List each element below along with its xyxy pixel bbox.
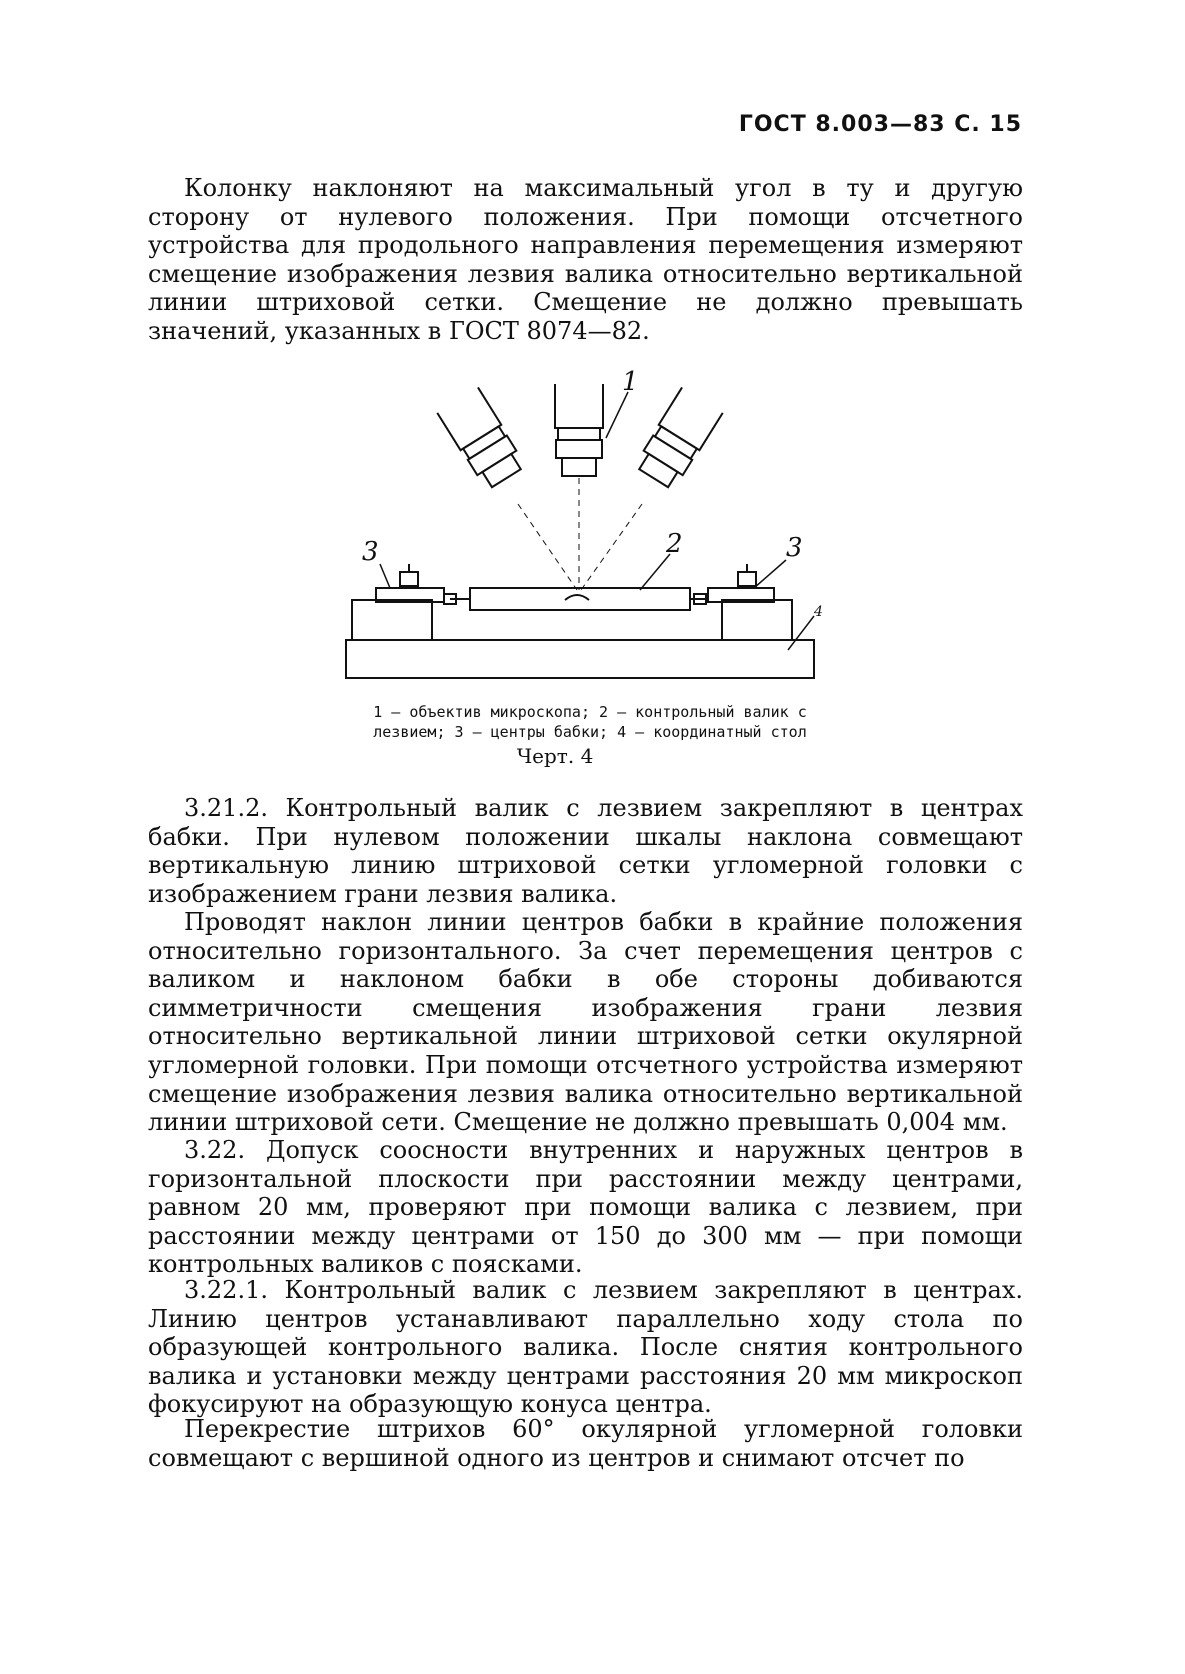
- caption-line-2: лезвием; 3 — центры бабки; 4 — координатный стол: [373, 723, 807, 741]
- figure-microscope-setup: [330, 368, 830, 698]
- paragraph-3-22-1: 3.22.1. Контрольный валик с лезвием закрепляют в центрах. Линию центров устанавливают параллельно ходу стола по образующей контрольного валика. После снятия контрольного валика и установки между центрами расстояния 20 мм микроскоп фокусируют на образующую конуса центра.: [148, 1276, 1023, 1419]
- control-roller: [470, 588, 690, 610]
- paragraph-3-21-2: 3.21.2. Контрольный валик с лезвием закрепляют в центрах бабки. При нулевом положении шкалы наклона совмещают вертикальную линию штриховой сетки угломерной головки с изображением грани лезвия валика.: [148, 794, 1023, 908]
- paragraph-column-tilt: Колонку наклоняют на максимальный угол в ту и другую сторону от нулевого положения. При помощи отсчетного устройства для продольного направления перемещения измеряют смещение изображения лезвия валика относительно вертикальной линии штриховой сетки. Смещение не должно превышать значений, указанных в ГОСТ 8074—82.: [148, 174, 1023, 345]
- paragraph-tilt-centers: Проводят наклон линии центров бабки в крайние положения относительно горизонтального. За счет перемещения центров с валиком и наклоном бабки в обе стороны добиваются симметричности смещения изображения грани лезвия относительно вертикальной линии штриховой сетки окулярной угломерной головки. При помощи отсчетного устройства измеряют смещение изображения лезвия валика относительно вертикальной линии штриховой сети. Смещение не должно превышать 0,004 мм.: [148, 908, 1023, 1137]
- figure-caption: [310, 702, 870, 742]
- page-header: ГОСТ 8.003—83 С. 15: [738, 112, 1022, 137]
- left-tailstock: [352, 600, 432, 640]
- right-tailstock: [722, 600, 792, 640]
- figure-title: Черт. 4: [516, 744, 594, 768]
- paragraph-3-22: 3.22. Допуск соосности внутренних и наружных центров в горизонтальной плоскости при расстоянии между центрами, равном 20 мм, проверяют при помощи валика с лезвием, при расстоянии между центрами от 150 до 300 мм — при помощи контрольных валиков с поясками.: [148, 1136, 1023, 1279]
- objective-right: [633, 387, 722, 490]
- objective-left: [437, 387, 526, 490]
- paragraph-crosshair: Перекрестие штрихов 60° окулярной угломерной головки совмещают с вершиной одного из центров и снимают отсчет по: [148, 1415, 1023, 1472]
- objective-center: [555, 384, 603, 476]
- label-2: 2: [666, 529, 683, 559]
- coordinate-table: [346, 640, 814, 678]
- label-3-right: 3: [786, 533, 803, 563]
- label-4: 4: [814, 604, 823, 620]
- caption-line-1: 1 — объектив микроскопа; 2 — контрольный валик с: [373, 703, 807, 721]
- label-1: 1: [622, 368, 639, 397]
- label-3-left: 3: [362, 537, 379, 567]
